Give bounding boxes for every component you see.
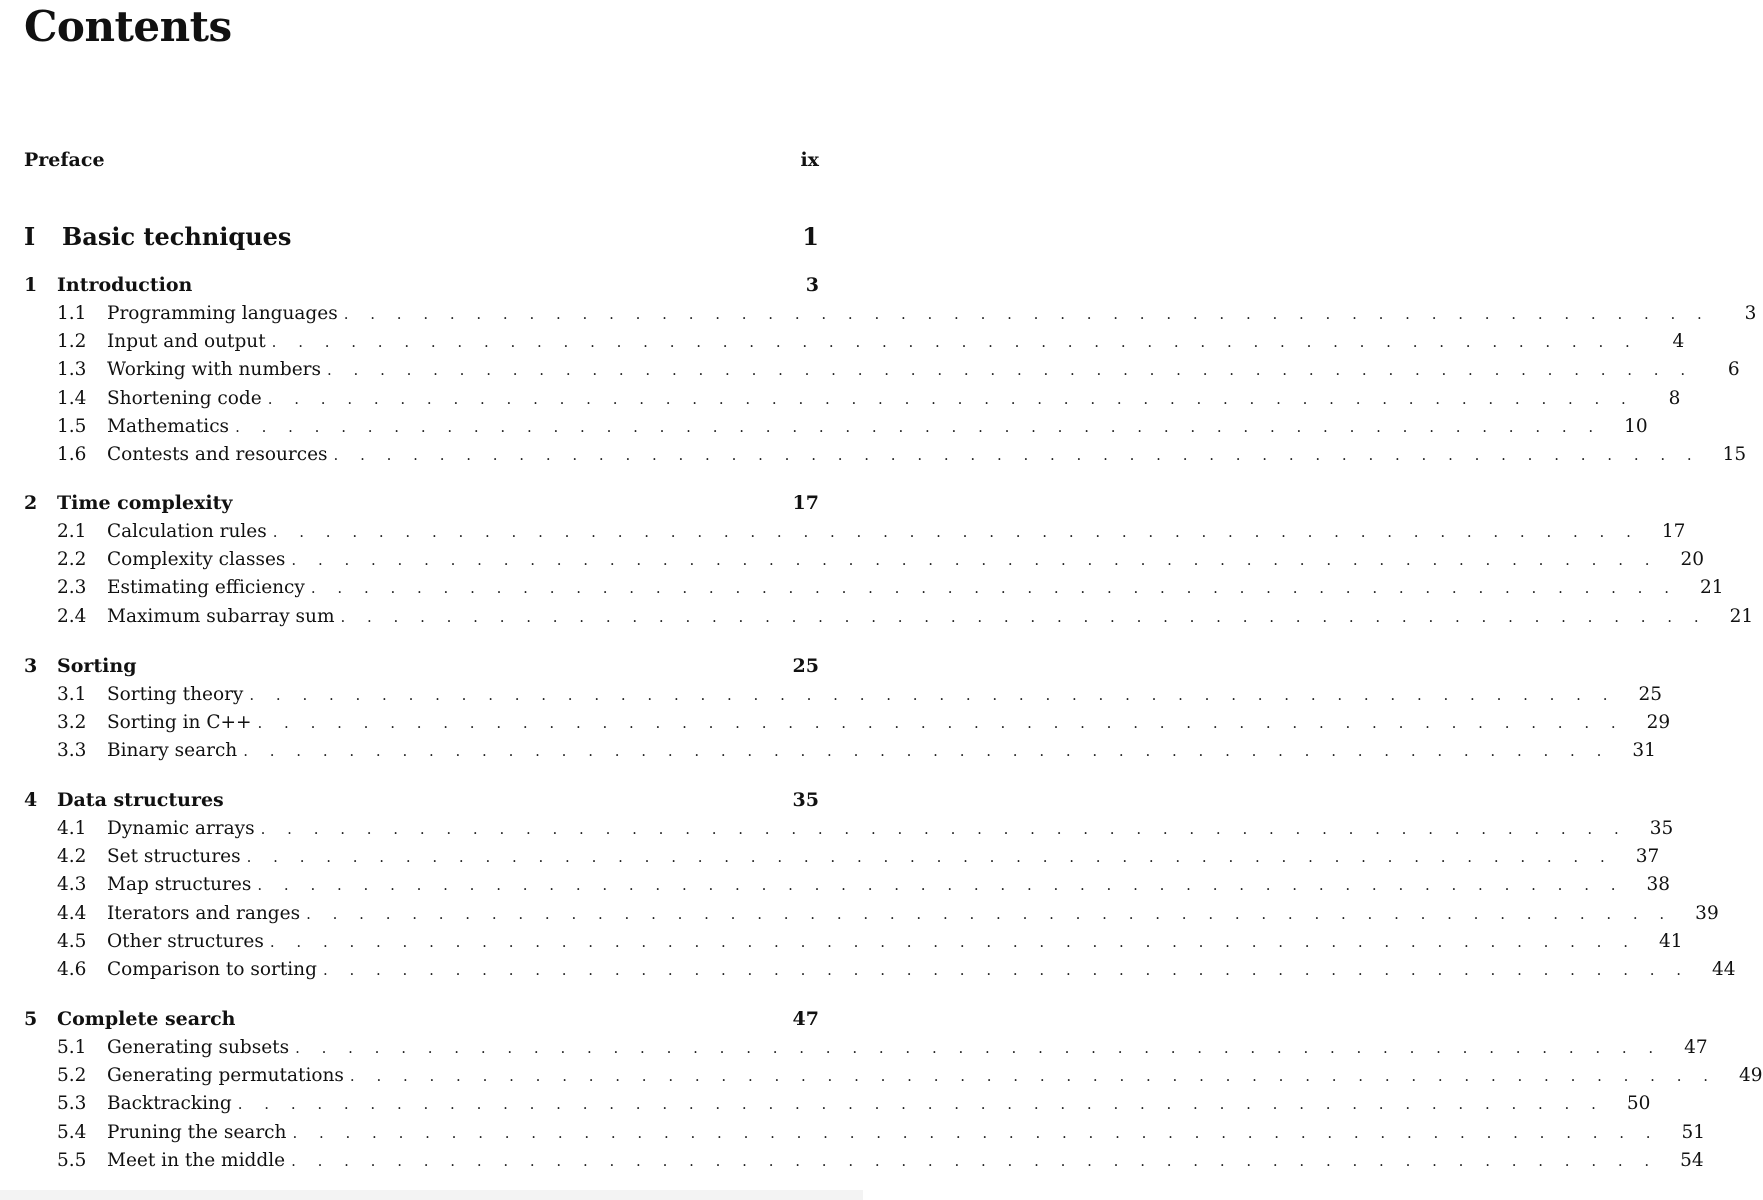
dot-leader: . . . . . . . . . . . . . . . . . . . . . . . . . . . . . . . . . . . . . . . . . . . . . . . . . . . . (349, 1067, 1717, 1086)
section-page-number: 44 (1712, 959, 1736, 980)
section-title: Calculation rules (107, 521, 267, 542)
chapter-number: 4 (24, 789, 38, 811)
section-page-number: 20 (1680, 549, 1705, 571)
section-page-number: 6 (1727, 359, 1740, 381)
dot-leader: . . . . . . . . . . . . . . . . . . . . . . . . . . . . . . . . . . . . . . . . . . . . . . . . . . . . (295, 1039, 1662, 1057)
dot-leader: . . . . . . . . . . . . . . . . . . . . . . . . . . . . . . . . . . . . . . . . . . . . . . . . . . . . (310, 579, 1678, 598)
section-page-number: 29 (1646, 712, 1671, 734)
toc-section-entry[interactable] (24, 712, 1671, 734)
toc-section-entry[interactable] (24, 331, 1685, 353)
toc-section-entry[interactable] (24, 577, 1724, 599)
section-page-number: 31 (1632, 740, 1656, 762)
section-title: Generating subsets (107, 1037, 290, 1058)
section-title: Maximum subarray sum (107, 605, 335, 627)
section-title: Map structures (107, 874, 252, 896)
section-page-number: 38 (1646, 874, 1671, 896)
section-number: 2.1 (57, 521, 87, 542)
chapter-title: Complete search (57, 1008, 236, 1030)
section-title: Working with numbers (107, 359, 321, 381)
toc-section-entry[interactable] (24, 930, 1683, 952)
part-number: I (24, 222, 36, 251)
section-number: 2.4 (57, 605, 87, 627)
chapter-number: 2 (24, 492, 38, 514)
toc-chapter-entry[interactable] (24, 789, 819, 811)
toc-section-entry[interactable] (24, 1037, 1708, 1058)
section-title: Complexity classes (107, 549, 286, 571)
toc-section-entry[interactable] (24, 846, 1660, 868)
section-title: Backtracking (107, 1093, 232, 1115)
chapter-number: 1 (24, 274, 38, 296)
section-title: Contests and resources (107, 444, 328, 465)
section-page-number: 21 (1729, 605, 1754, 627)
chapter-title: Data structures (57, 789, 224, 811)
section-page-number: 15 (1722, 444, 1747, 465)
section-page-number: 17 (1661, 521, 1686, 542)
toc-section-entry[interactable] (24, 1149, 1704, 1171)
toc-chapter-entry[interactable] (24, 492, 819, 514)
section-title: Other structures (107, 930, 264, 952)
section-number: 1.4 (57, 387, 87, 409)
toc-section-entry[interactable] (24, 521, 1686, 542)
section-title: Set structures (107, 846, 241, 868)
toc-section-entry[interactable] (24, 874, 1671, 896)
section-number: 4.1 (57, 818, 87, 839)
section-page-number: 54 (1680, 1149, 1704, 1171)
part-label: Basic techniques (62, 222, 292, 251)
section-number: 1.3 (57, 359, 87, 381)
dot-leader: . . . . . . . . . . . . . . . . . . . . . . . . . . . . . . . . . . . . . . . . . . . . . . . . . . . . (269, 932, 1637, 951)
preface-page-number: ix (800, 149, 819, 171)
chapter-page-number: 3 (805, 274, 819, 296)
toc-chapter-entry[interactable] (24, 274, 819, 296)
dot-leader: . . . . . . . . . . . . . . . . . . . . . . . . . . . . . . . . . . . . . . . . . . . . . . . . . . . . (327, 361, 1694, 380)
section-title: Estimating efficiency (107, 577, 305, 599)
section-number: 4.5 (57, 930, 87, 952)
toc-section-entry[interactable] (24, 1121, 1706, 1143)
section-title: Input and output (107, 331, 266, 353)
section-title: Sorting theory (107, 684, 244, 705)
preface-label: Preface (24, 149, 105, 171)
page-title: Contents (24, 2, 232, 51)
section-page-number: 41 (1658, 930, 1683, 952)
toc-section-entry[interactable] (24, 959, 1736, 980)
section-page-number: 51 (1681, 1121, 1706, 1143)
section-number: 1.5 (57, 415, 87, 437)
chapter-title: Sorting (57, 655, 137, 677)
chapter-number: 3 (24, 655, 38, 677)
section-number: 5.3 (57, 1093, 87, 1115)
toc-section-entry[interactable] (24, 415, 1648, 437)
section-title: Shortening code (107, 387, 262, 409)
section-page-number: 39 (1695, 902, 1719, 924)
section-number: 5.5 (57, 1149, 87, 1171)
toc-chapter-entry[interactable] (24, 1008, 819, 1030)
dot-leader: . . . . . . . . . . . . . . . . . . . . . . . . . . . . . . . . . . . . . . . . . . . . . . . . . . . . (272, 523, 1640, 541)
dot-leader: . . . . . . . . . . . . . . . . . . . . . . . . . . . . . . . . . . . . . . . . . . . . . . . . . . . . (333, 446, 1701, 464)
chapter-page-number: 25 (792, 655, 819, 677)
toc-section-entry[interactable] (24, 605, 1754, 627)
section-number: 3.2 (57, 712, 87, 734)
section-page-number: 49 (1738, 1065, 1763, 1087)
section-title: Pruning the search (107, 1121, 287, 1143)
chapter-title: Time complexity (57, 492, 233, 514)
dot-leader: . . . . . . . . . . . . . . . . . . . . . . . . . . . . . . . . . . . . . . . . . . . . . . . . . . . . (257, 876, 1625, 895)
section-page-number: 8 (1668, 387, 1681, 409)
dot-leader: . . . . . . . . . . . . . . . . . . . . . . . . . . . . . . . . . . . . . . . . . . . . . . . . . . . . (260, 820, 1628, 838)
chapter-title: Introduction (57, 274, 193, 296)
section-number: 1.2 (57, 331, 87, 353)
toc-section-entry[interactable] (24, 387, 1681, 409)
section-number: 1.1 (57, 303, 87, 324)
toc-section-entry[interactable] (24, 444, 1747, 465)
part-page-number: 1 (802, 222, 819, 251)
dot-leader: . . . . . . . . . . . . . . . . . . . . . . . . . . . . . . . . . . . . . . . . . . . . . . . . . . . . (306, 904, 1673, 923)
toc-section-entry[interactable] (24, 549, 1705, 571)
section-number: 5.1 (57, 1037, 87, 1058)
dot-leader: . . . . . . . . . . . . . . . . . . . . . . . . . . . . . . . . . . . . . . . . . . . . . . . . . . . . (257, 714, 1625, 733)
toc-section-entry[interactable] (24, 684, 1662, 705)
section-page-number: 50 (1626, 1093, 1651, 1115)
section-page-number: 21 (1699, 577, 1724, 599)
section-title: Meet in the middle (107, 1149, 286, 1171)
dot-leader: . . . . . . . . . . . . . . . . . . . . . . . . . . . . . . . . . . . . . . . . . . . . . . . . . . . . (271, 333, 1639, 352)
dot-leader: . . . . . . . . . . . . . . . . . . . . . . . . . . . . . . . . . . . . . . . . . . . . . . . . . . . . (292, 1123, 1660, 1142)
toc-section-entry[interactable] (24, 818, 1674, 839)
section-title: Generating permutations (107, 1065, 344, 1087)
section-number: 3.1 (57, 684, 87, 705)
toc-section-entry[interactable] (24, 740, 1656, 762)
dot-leader: . . . . . . . . . . . . . . . . . . . . . . . . . . . . . . . . . . . . . . . . . . . . . . . . . . . . (343, 305, 1711, 323)
section-title: Programming languages (107, 303, 338, 324)
section-number: 5.4 (57, 1121, 87, 1143)
toc-chapter-entry[interactable] (24, 655, 819, 677)
section-number: 4.4 (57, 902, 87, 924)
section-number: 2.3 (57, 577, 87, 599)
section-number: 4.2 (57, 846, 87, 868)
chapter-number: 5 (24, 1008, 38, 1030)
section-number: 4.6 (57, 959, 87, 980)
section-title: Iterators and ranges (107, 902, 301, 924)
section-number: 5.2 (57, 1065, 87, 1087)
section-page-number: 25 (1638, 684, 1662, 705)
toc-preface-entry[interactable] (24, 149, 819, 171)
chapter-page-number: 17 (792, 492, 819, 514)
section-title: Binary search (107, 740, 238, 762)
section-title: Dynamic arrays (107, 818, 255, 839)
dot-leader: . . . . . . . . . . . . . . . . . . . . . . . . . . . . . . . . . . . . . . . . . . . . . . . . . . . . (237, 1095, 1605, 1114)
section-title: Sorting in C++ (107, 712, 252, 734)
toc-section-entry[interactable] (24, 1093, 1651, 1115)
toc-part-entry[interactable] (24, 222, 819, 251)
chapter-page-number: 35 (792, 789, 819, 811)
dot-leader: . . . . . . . . . . . . . . . . . . . . . . . . . . . . . . . . . . . . . . . . . . . . . . . . . . . . (235, 417, 1602, 436)
toc-section-entry[interactable] (24, 303, 1757, 324)
dot-leader: . . . . . . . . . . . . . . . . . . . . . . . . . . . . . . . . . . . . . . . . . . . . . . . . . . . . (243, 742, 1610, 761)
section-number: 4.3 (57, 874, 87, 896)
toc-section-entry[interactable] (24, 902, 1719, 924)
section-page-number: 35 (1649, 818, 1674, 839)
dot-leader: . . . . . . . . . . . . . . . . . . . . . . . . . . . . . . . . . . . . . . . . . . . . . . . . . . . . (267, 389, 1635, 408)
dot-leader: . . . . . . . . . . . . . . . . . . . . . . . . . . . . . . . . . . . . . . . . . . . . . . . . . . . . (291, 551, 1659, 570)
section-page-number: 37 (1635, 846, 1660, 868)
section-title: Comparison to sorting (107, 959, 317, 980)
section-page-number: 3 (1744, 303, 1757, 324)
section-page-number: 10 (1624, 415, 1648, 437)
section-page-number: 4 (1672, 331, 1685, 353)
chapter-page-number: 47 (792, 1008, 819, 1030)
dot-leader: . . . . . . . . . . . . . . . . . . . . . . . . . . . . . . . . . . . . . . . . . . . . . . . . . . . . (249, 686, 1616, 704)
section-number: 1.6 (57, 444, 87, 465)
dot-leader: . . . . . . . . . . . . . . . . . . . . . . . . . . . . . . . . . . . . . . . . . . . . . . . . . . . . (246, 848, 1614, 867)
section-title: Mathematics (107, 415, 230, 437)
toc-section-entry[interactable] (24, 1065, 1763, 1087)
dot-leader: . . . . . . . . . . . . . . . . . . . . . . . . . . . . . . . . . . . . . . . . . . . . . . . . . . . . (322, 961, 1690, 979)
toc-section-entry[interactable] (24, 359, 1740, 381)
section-number: 2.2 (57, 549, 87, 571)
section-number: 3.3 (57, 740, 87, 762)
dot-leader: . . . . . . . . . . . . . . . . . . . . . . . . . . . . . . . . . . . . . . . . . . . . . . . . . . . . (340, 607, 1708, 626)
dot-leader: . . . . . . . . . . . . . . . . . . . . . . . . . . . . . . . . . . . . . . . . . . . . . . . . . . . . (291, 1151, 1658, 1170)
page-bottom-edge (0, 1190, 863, 1200)
section-page-number: 47 (1684, 1037, 1708, 1058)
